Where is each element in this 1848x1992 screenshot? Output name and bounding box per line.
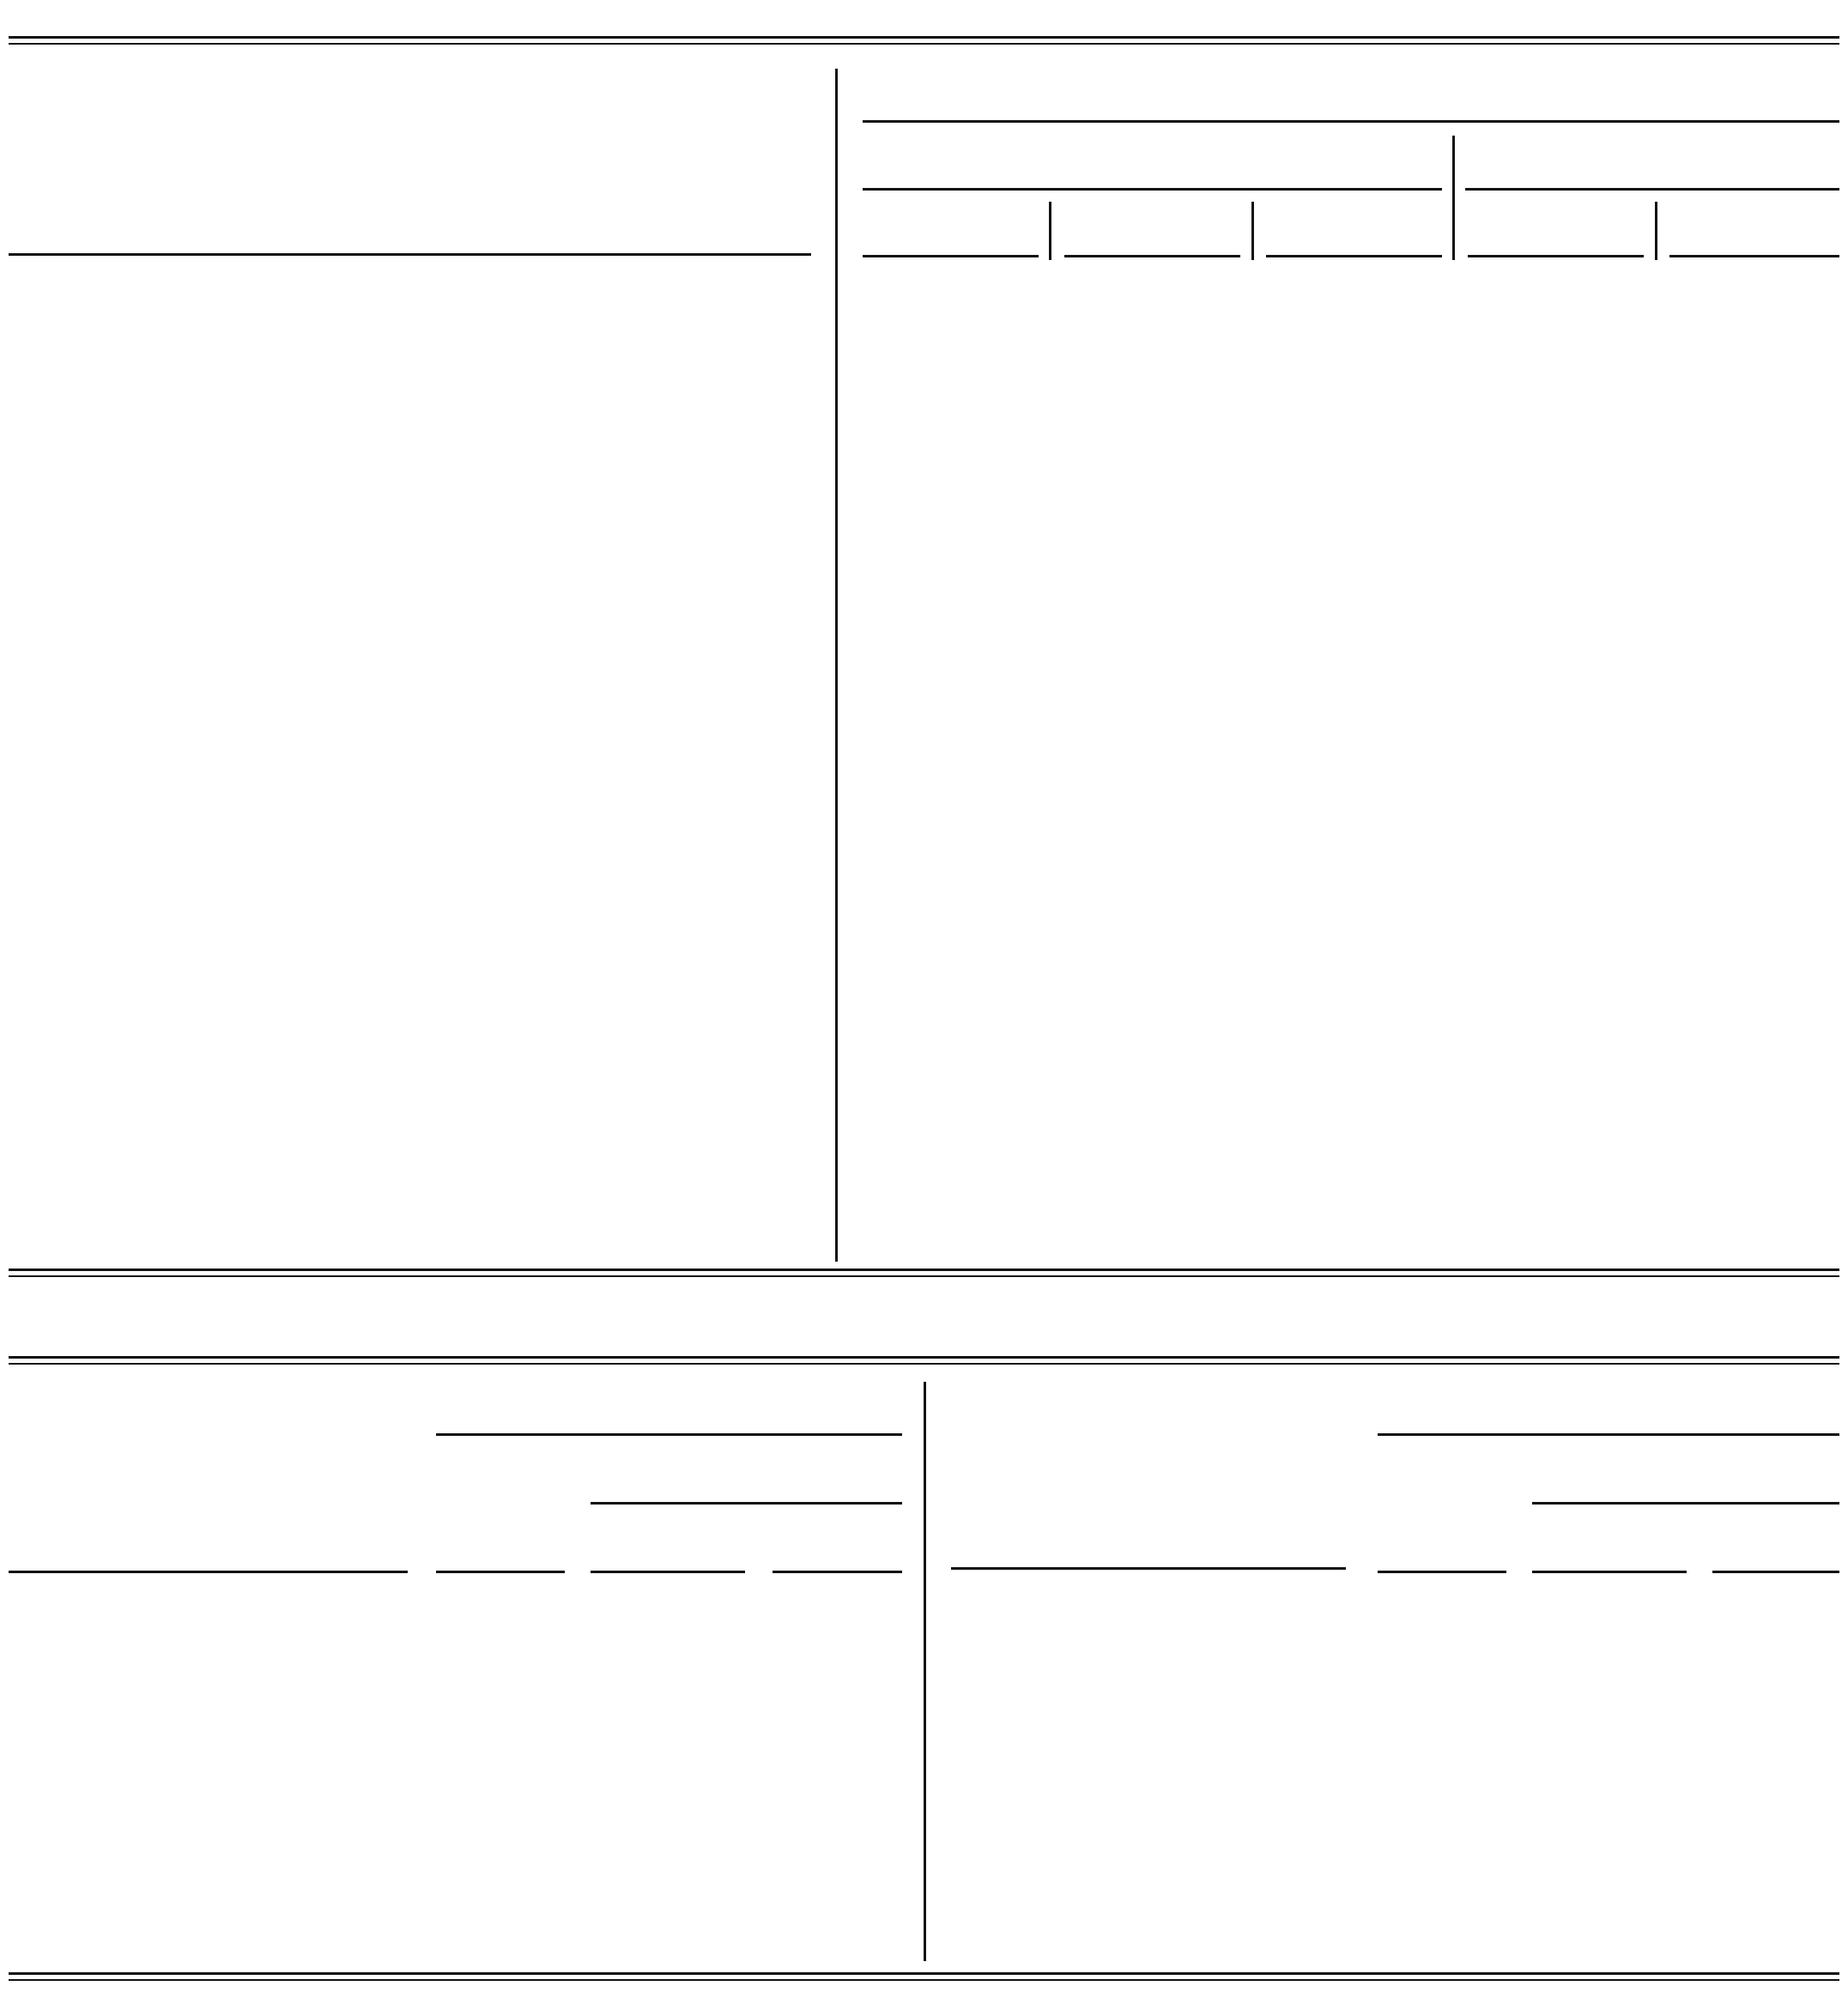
header-rule [1532,1502,1839,1505]
header-rule [1266,255,1442,257]
column-divider [1251,202,1254,260]
header-rule [773,1571,902,1573]
top-rule [9,36,1839,39]
header-rule [1468,255,1644,257]
header-rule [9,1571,408,1573]
header-rule [1712,1571,1839,1573]
header-rule [436,1433,902,1436]
top-rule [9,1363,1839,1365]
column-divider [835,69,838,1262]
column-divider [1655,202,1657,260]
bottom-rule [9,1268,1839,1271]
bottom-rule [9,1972,1839,1975]
column-divider [924,1382,926,1961]
header-rule [863,120,1839,123]
top-rule [9,43,1839,45]
bottom-rule [9,1979,1839,1981]
column-divider [1049,202,1051,260]
header-rule [1669,255,1839,257]
bottom-rule [9,1275,1839,1277]
header-rule [951,1567,1346,1570]
header-rule [863,188,1442,191]
header-rule [436,1571,565,1573]
header-rule [9,253,811,256]
header-rule [591,1502,902,1505]
header-rule [591,1571,745,1573]
header-rule [1465,188,1839,191]
top-rule [9,1356,1839,1359]
header-rule [1378,1571,1506,1573]
column-divider [1452,136,1455,260]
header-rule [863,255,1039,257]
header-rule [1378,1433,1839,1436]
header-rule [1064,255,1240,257]
header-rule [1532,1571,1687,1573]
